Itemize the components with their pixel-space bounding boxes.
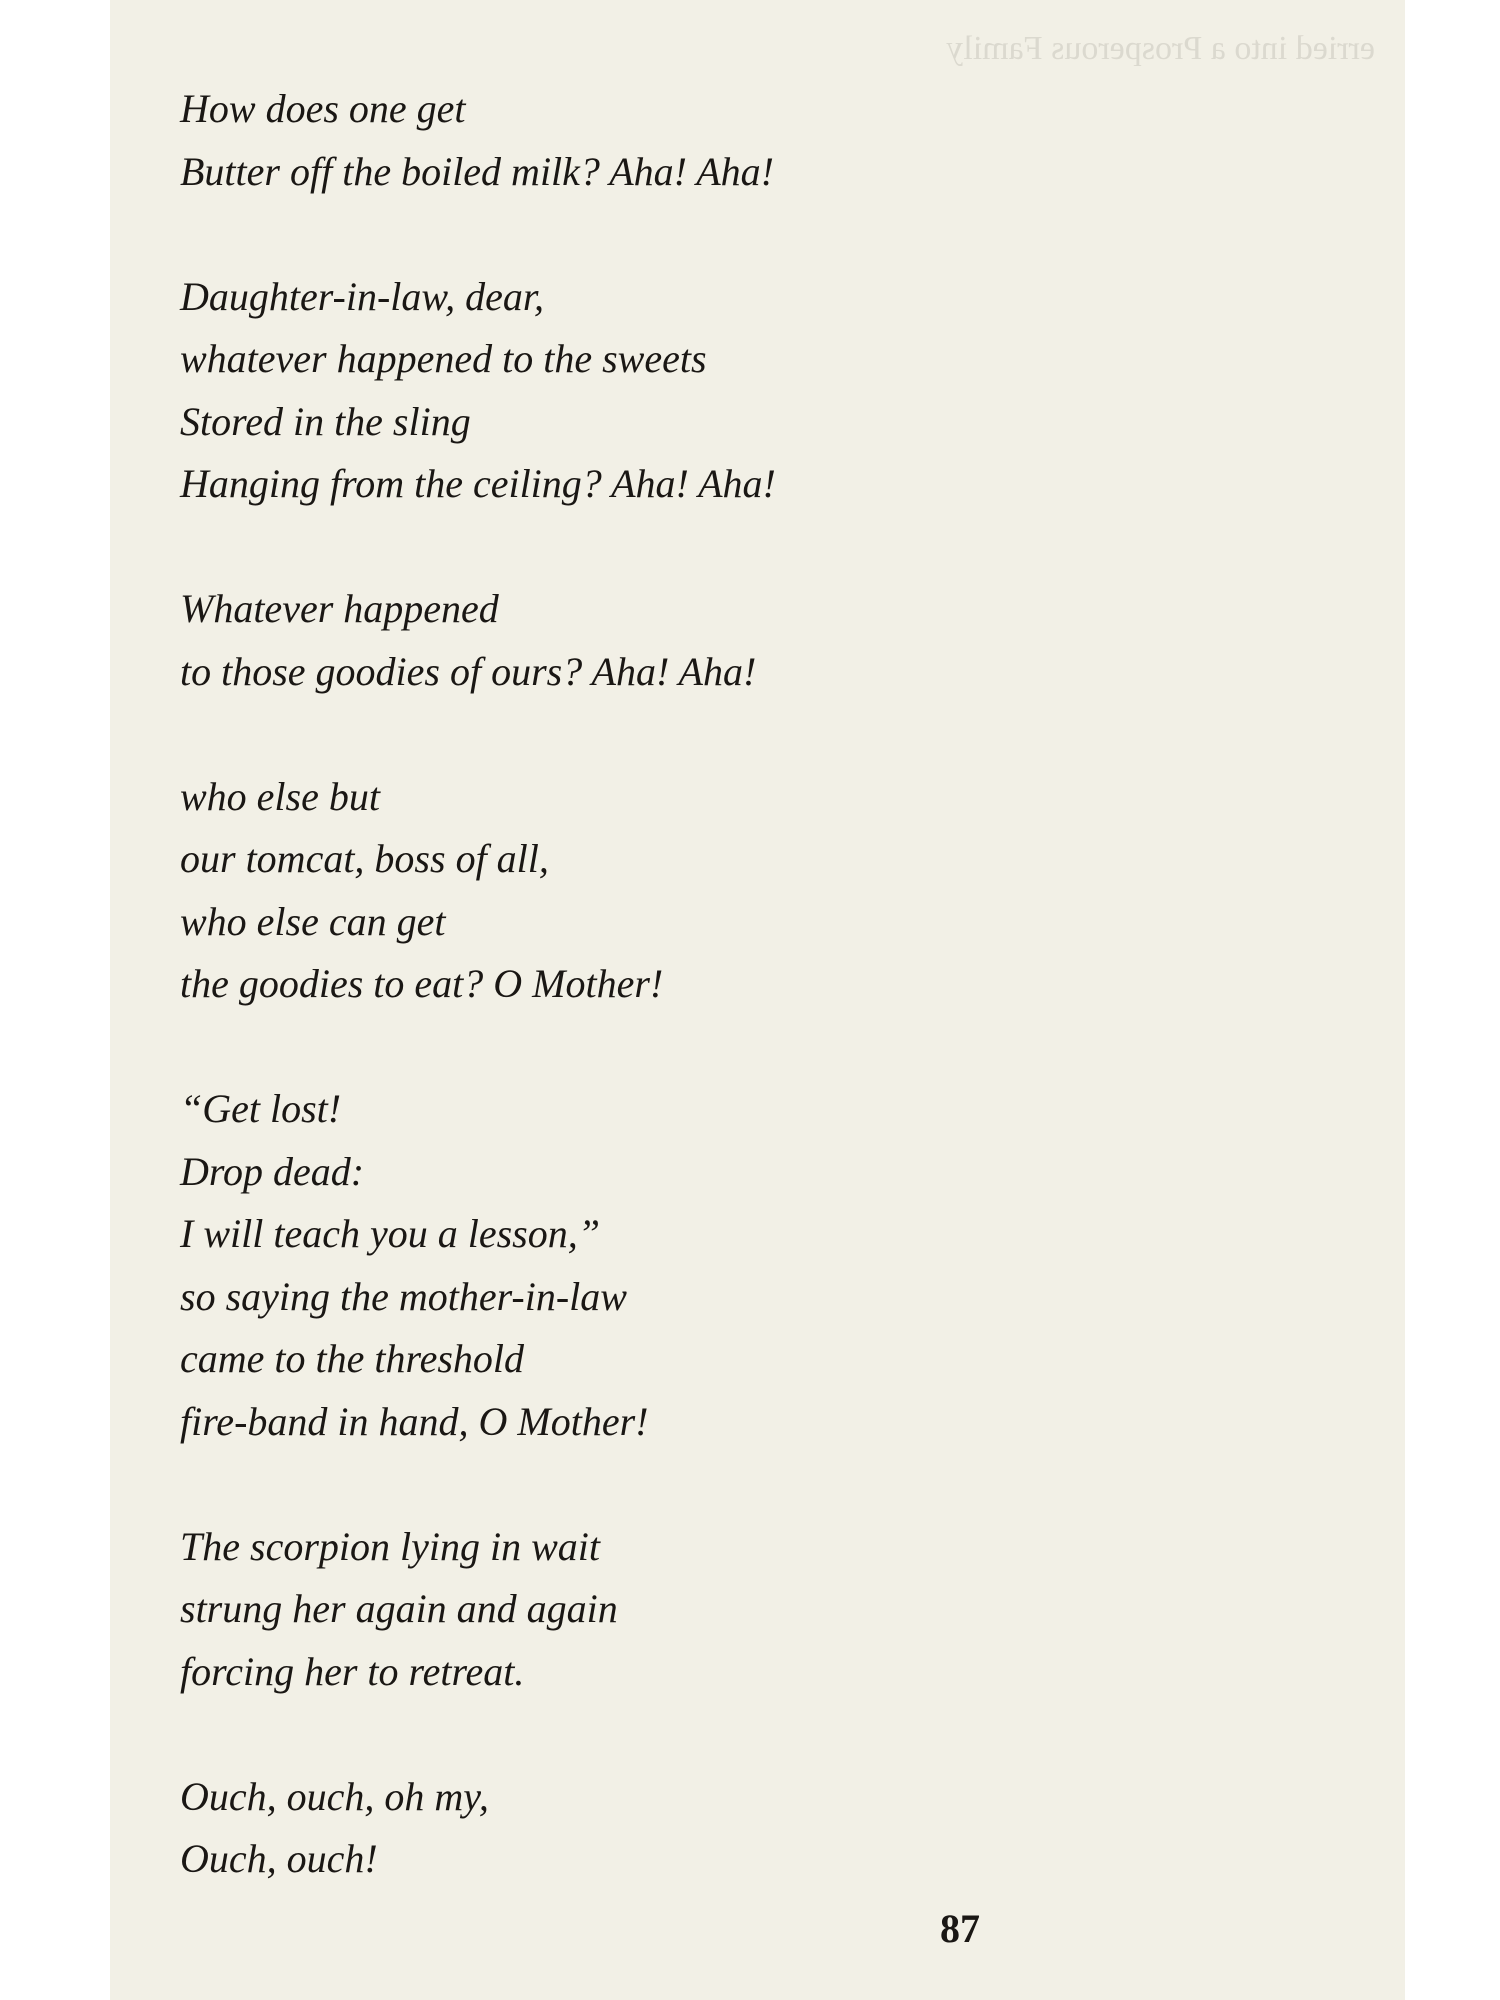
poem-line: Hanging from the ceiling? Aha! Aha! xyxy=(180,461,776,506)
poem-line: the goodies to eat? O Mother! xyxy=(180,961,664,1006)
poem-line: strung her again and again xyxy=(180,1586,618,1631)
poem-line: Ouch, ouch, oh my, xyxy=(180,1773,489,1819)
poem-line: The scorpion lying in wait xyxy=(180,1523,600,1569)
poem-line: forcing her to retreat. xyxy=(180,1648,525,1694)
poem-line: who else can get xyxy=(180,898,446,944)
poem-line: Butter off the boiled milk? Aha! Aha! xyxy=(180,148,774,194)
stanza xyxy=(180,1078,1180,1453)
stanza xyxy=(180,1766,1180,1891)
stanza xyxy=(180,766,1180,1016)
poem-line: “Get lost! xyxy=(180,1086,342,1131)
stanza xyxy=(180,266,1180,516)
running-head-bleed: erried into a Prosperous Family xyxy=(946,30,1375,67)
poem-line: who else but xyxy=(180,773,380,819)
poem-line: came to the threshold xyxy=(180,1336,525,1381)
page-number: 87 xyxy=(940,1906,980,1951)
book-page xyxy=(110,0,1405,2000)
poem-line: Drop dead: xyxy=(180,1148,365,1194)
poem-line: Whatever happened xyxy=(180,586,499,631)
poem-line: I will teach you a lesson,” xyxy=(180,1211,600,1256)
poem-body xyxy=(180,78,1180,1891)
stanza xyxy=(180,1516,1180,1704)
poem-line: so saying the mother-in-law xyxy=(180,1273,627,1319)
poem-line: our tomcat, boss of all, xyxy=(180,836,549,881)
poem-line: fire-band in hand, O Mother! xyxy=(180,1398,649,1444)
poem-line: to those goodies of ours? Aha! Aha! xyxy=(180,648,757,694)
poem-line: Stored in the sling xyxy=(180,398,471,444)
poem-line: Daughter-in-law, dear, xyxy=(180,273,544,319)
stanza xyxy=(180,78,1180,203)
stanza xyxy=(180,578,1180,703)
poem-line: Ouch, ouch! xyxy=(180,1836,378,1881)
poem-line: whatever happened to the sweets xyxy=(180,336,707,381)
poem-line: How does one get xyxy=(180,86,466,131)
